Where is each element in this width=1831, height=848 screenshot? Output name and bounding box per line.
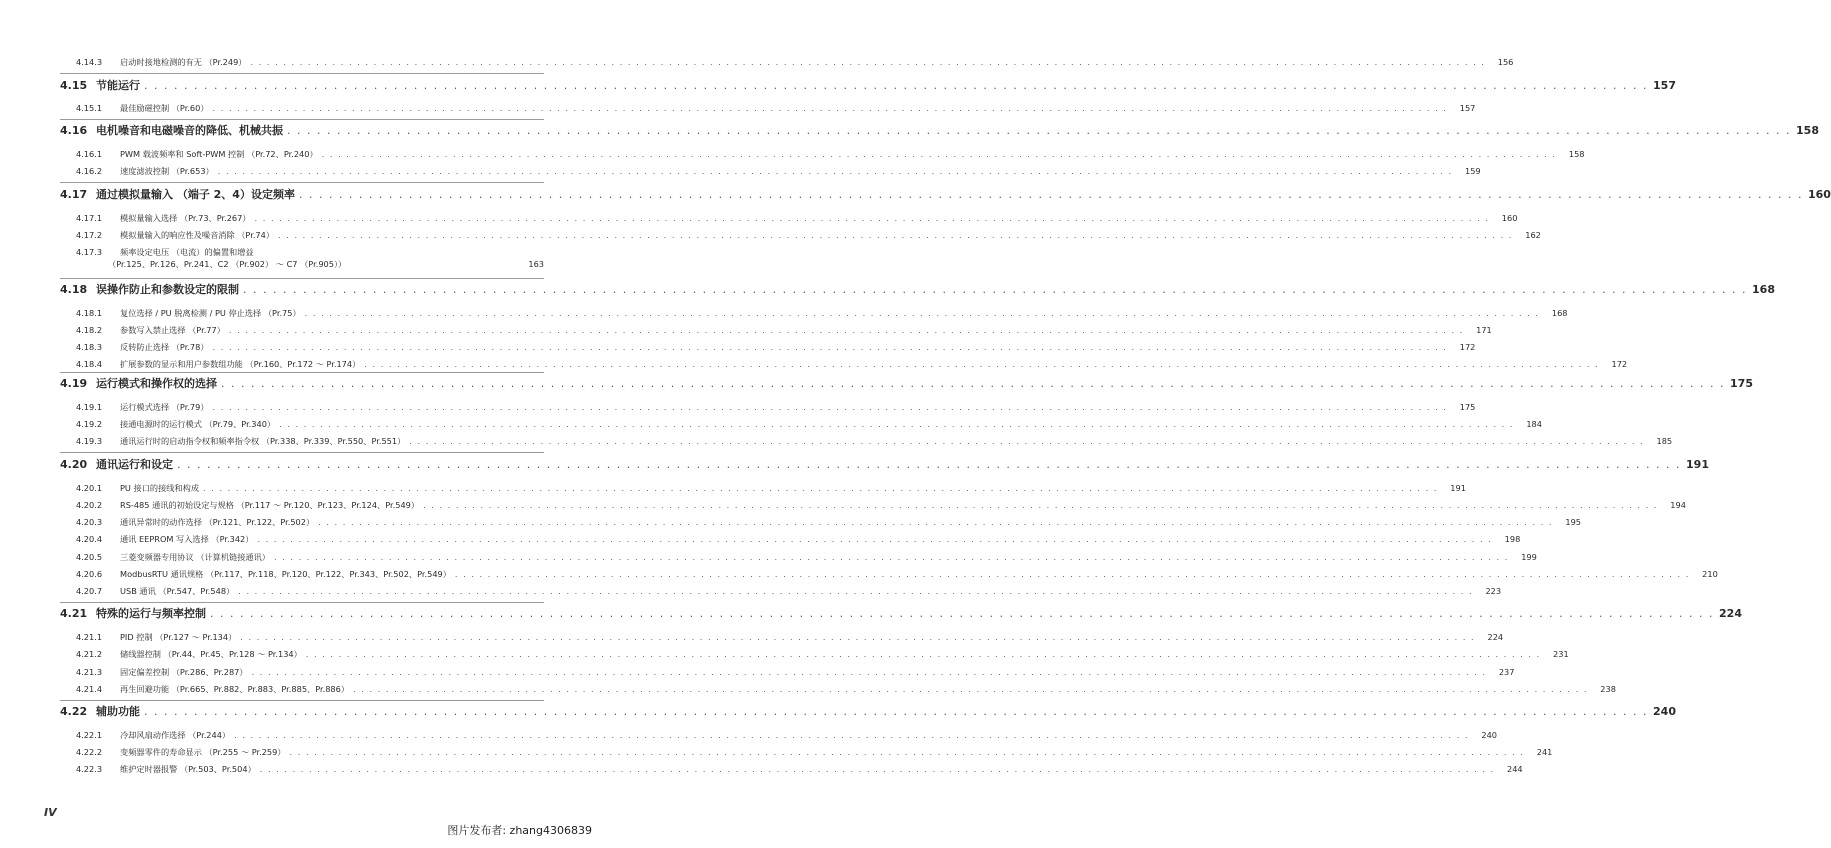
toc-page: 238 (1600, 684, 1616, 694)
toc-title: 通讯 EEPROM 写入选择 （Pr.342） (120, 534, 254, 544)
toc-number: 4.21.3 (76, 667, 103, 677)
toc-title: 启动时接地检测的有无 （Pr.249） (120, 57, 247, 67)
dot-leader (210, 605, 1714, 623)
toc-number: 4.18.2 (76, 325, 103, 335)
toc-page: 157 (1653, 79, 1676, 92)
toc-page: 240 (1481, 730, 1497, 740)
toc-page: 172 (1611, 359, 1628, 369)
toc-page: 163 (528, 259, 544, 269)
dot-leader (238, 584, 1473, 598)
toc-number: 4.22 (60, 705, 88, 718)
toc-entry-4-21-1 (60, 630, 1504, 644)
toc-title: USB 通讯 （Pr.547、Pr.548） (120, 586, 235, 596)
footer-page-number: IV (44, 806, 57, 819)
toc-page: 162 (1525, 230, 1541, 240)
section-divider (60, 372, 544, 373)
toc-page: 172 (1459, 342, 1476, 352)
dot-leader (213, 340, 1448, 354)
toc-number: 4.20.3 (76, 517, 103, 527)
section-divider (60, 278, 544, 279)
toc-entry-4-15-1 (60, 101, 1476, 115)
toc-number: 4.19.3 (76, 436, 103, 446)
toc-title: 参数写入禁止选择 （Pr.77） (120, 325, 225, 335)
toc-title: 储线器控制 （Pr.44、Pr.45、Pr.128 ～ Pr.134） (120, 649, 302, 659)
dot-leader (299, 186, 1803, 204)
toc-title: 模拟量输入选择 （Pr.73、Pr.267） (120, 213, 251, 223)
toc-section-4-21 (60, 605, 1742, 623)
toc-title: 通讯异常时的动作选择 （Pr.121、Pr.122、Pr.502） (120, 517, 315, 527)
toc-page: 168 (1752, 283, 1775, 296)
dot-leader (255, 211, 1490, 225)
toc-entry-4-17-2 (60, 228, 1541, 242)
dot-leader (234, 728, 1469, 742)
toc-number: 4.16.1 (76, 149, 103, 159)
toc-number: 4.21.4 (76, 684, 103, 694)
toc-page: 198 (1504, 534, 1521, 544)
toc-entry-4-16-1 (60, 147, 1585, 161)
toc-title: 再生回避功能 （Pr.665、Pr.882、Pr.883、Pr.885、Pr.886） (120, 684, 350, 694)
toc-page: 224 (1487, 632, 1504, 642)
toc-title: PID 控制 （Pr.127 ～ Pr.134） (120, 632, 237, 642)
toc-number: 4.16.2 (76, 166, 103, 176)
dot-leader (144, 703, 1648, 721)
toc-number: 4.17.2 (76, 230, 103, 240)
toc-title: 扩展参数的显示和用户参数组功能 （Pr.160、Pr.172 ～ Pr.174） (120, 359, 361, 369)
toc-entry-continuation: （Pr.125、Pr.126、Pr.241、C2 （Pr.902） ～ C7 （Pr.905）） (108, 259, 347, 269)
toc-number: 4.14.3 (76, 57, 103, 67)
toc-number: 4.20.5 (76, 552, 103, 562)
toc-title: ModbusRTU 通讯规格 （Pr.117、Pr.118、Pr.120、Pr.122、Pr.343、Pr.502、Pr.549） (120, 569, 451, 579)
toc-number: 4.21.2 (76, 649, 103, 659)
toc-title: 反转防止选择 （Pr.78） (120, 342, 209, 352)
toc-title: 运行模式和操作权的选择 (96, 377, 217, 390)
toc-title: 速度滤波控制 （Pr.653） (120, 166, 214, 176)
toc-number: 4.17.3 (76, 247, 103, 257)
toc-entry-4-20-2 (60, 498, 1686, 512)
toc-title: 三菱变频器专用协议 （计算机链接通讯） (120, 552, 270, 562)
toc-entry-4-22-2 (60, 745, 1553, 759)
toc-page: 223 (1485, 586, 1502, 596)
dot-leader (306, 647, 1541, 661)
toc-number: 4.19 (60, 377, 88, 390)
toc-title: 通过模拟量输入 （端子 2、4）设定频率 (96, 188, 295, 201)
dot-leader (257, 532, 1492, 546)
dot-leader (455, 567, 1690, 581)
toc-number: 4.19.2 (76, 419, 103, 429)
toc-title: 通讯运行时的启动指令权和频率指令权 （Pr.338、Pr.339、Pr.550、Pr.551） (120, 436, 406, 446)
toc-page: 237 (1498, 667, 1515, 677)
toc-entry-4-18-1 (60, 306, 1568, 320)
toc-title: 辅助功能 (96, 705, 140, 718)
toc-page: 244 (1507, 764, 1523, 774)
toc-number: 4.22.1 (76, 730, 103, 740)
toc-page: 191 (1450, 483, 1466, 493)
section-divider (60, 182, 544, 183)
toc-entry-4-19-3 (60, 434, 1673, 448)
toc-page: 199 (1521, 552, 1537, 562)
toc-title: 变频器零件的寿命显示 （Pr.255 ～ Pr.259） (120, 747, 286, 757)
toc-section-4-16 (60, 122, 1819, 140)
dot-leader (218, 164, 1453, 178)
toc-page: 195 (1565, 517, 1582, 527)
toc-page: 184 (1526, 419, 1542, 429)
dot-leader (260, 762, 1495, 776)
toc-entry-4-17-1 (60, 211, 1518, 225)
toc-number: 4.22.3 (76, 764, 103, 774)
toc-title: 运行模式选择 （Pr.79） (120, 402, 209, 412)
toc-number: 4.18.1 (76, 308, 103, 318)
toc-number: 4.18 (60, 283, 88, 296)
toc-number: 4.20.2 (76, 500, 103, 510)
toc-entry-4-19-1 (60, 400, 1476, 414)
toc-page: 175 (1730, 377, 1753, 390)
toc-entry-4-22-3 (60, 762, 1523, 776)
section-divider (60, 119, 544, 120)
toc-number: 4.20.1 (76, 483, 103, 493)
toc-entry-4-20-6 (60, 567, 1718, 581)
dot-leader (287, 122, 1791, 140)
toc-entry-4-21-2 (60, 647, 1569, 661)
toc-entry-4-18-4 (60, 357, 1628, 371)
dot-leader (409, 434, 1644, 448)
toc-entry-4-19-2 (60, 417, 1542, 431)
toc-page: 175 (1459, 402, 1476, 412)
toc-title: 固定偏差控制 （Pr.286、Pr.287） (120, 667, 248, 677)
toc-section-4-15 (60, 77, 1676, 95)
toc-number: 4.22.2 (76, 747, 103, 757)
dot-leader (213, 101, 1448, 115)
toc-number: 4.20.7 (76, 586, 103, 596)
toc-entry-4-21-4 (60, 682, 1616, 696)
toc-number: 4.15 (60, 79, 88, 92)
section-divider (60, 700, 544, 701)
toc-entry-4-21-3 (60, 665, 1515, 679)
toc-number: 4.15.1 (76, 103, 103, 113)
dot-leader (240, 630, 1475, 644)
dot-leader (213, 400, 1448, 414)
toc-title: RS-485 通讯的初始设定与规格 （Pr.117 ～ Pr.120、Pr.123、Pr.124、Pr.549） (120, 500, 420, 510)
toc-number: 4.21.1 (76, 632, 103, 642)
toc-number: 4.20.6 (76, 569, 103, 579)
toc-entry-4-20-3 (60, 515, 1582, 529)
publisher-watermark: 图片发布者: zhang4306839 (447, 824, 592, 837)
toc-page: 158 (1568, 149, 1585, 159)
toc-title: 冷却风扇动作选择 （Pr.244） (120, 730, 231, 740)
toc-page: 240 (1653, 705, 1676, 718)
dot-leader (423, 498, 1658, 512)
toc-entry-4-20-1 (60, 481, 1466, 495)
toc-entry-4-20-4 (60, 532, 1521, 546)
toc-title: 最佳励磁控制 （Pr.60） (120, 103, 209, 113)
toc-number: 4.18.3 (76, 342, 103, 352)
toc-entry-4-20-7 (60, 584, 1502, 598)
toc-page: 159 (1464, 166, 1481, 176)
section-divider (60, 602, 544, 603)
toc-entry-4-22-1 (60, 728, 1497, 742)
toc-title: 误操作防止和参数设定的限制 (96, 283, 239, 296)
toc-title: 接通电源时的运行模式 （Pr.79、Pr.340） (120, 419, 276, 429)
toc-entry-4-14-3 (60, 55, 1514, 69)
toc-title: 复位选择 / PU 脱离检测 / PU 停止选择 （Pr.75） (120, 308, 301, 318)
toc-title: 维护定时器报警 （Pr.503、Pr.504） (120, 764, 256, 774)
toc-number: 4.19.1 (76, 402, 103, 412)
toc-page: 191 (1686, 458, 1709, 471)
toc-entry-4-16-2 (60, 164, 1481, 178)
dot-leader (243, 281, 1747, 299)
toc-page: 194 (1670, 500, 1686, 510)
dot-leader (305, 306, 1540, 320)
toc-entry-4-20-5 (60, 550, 1537, 564)
toc-page: 210 (1702, 569, 1718, 579)
dot-leader (353, 682, 1588, 696)
dot-leader (322, 147, 1557, 161)
toc-entry-4-18-2 (60, 323, 1492, 337)
toc-section-4-17 (60, 186, 1831, 204)
toc-section-4-22 (60, 703, 1676, 721)
toc-section-4-20 (60, 456, 1709, 474)
dot-leader (274, 550, 1509, 564)
toc-page: 156 (1497, 57, 1514, 67)
toc-page: 224 (1719, 607, 1742, 620)
dot-leader (203, 481, 1438, 495)
toc-title: 特殊的运行与频率控制 (96, 607, 206, 620)
toc-section-4-19 (60, 375, 1753, 393)
toc-page: 171 (1476, 325, 1492, 335)
toc-title: 模拟量输入的响应性及噪音消除 （Pr.74） (120, 230, 275, 240)
toc-number: 4.20.4 (76, 534, 103, 544)
toc-page: 157 (1459, 103, 1476, 113)
toc-page: 160 (1501, 213, 1518, 223)
toc-number: 4.17 (60, 188, 88, 201)
toc-title: 节能运行 (96, 79, 140, 92)
dot-leader (251, 55, 1486, 69)
toc-number: 4.17.1 (76, 213, 103, 223)
dot-leader (144, 77, 1648, 95)
toc-page: 158 (1796, 124, 1819, 137)
toc-title: 电机噪音和电磁噪音的降低、机械共振 (96, 124, 283, 137)
dot-leader (364, 357, 1599, 371)
dot-leader (290, 745, 1525, 759)
toc-page: 185 (1656, 436, 1673, 446)
dot-leader (229, 323, 1464, 337)
toc-title: 频率设定电压 （电流）的偏置和增益 (120, 247, 254, 257)
toc-number: 4.18.4 (76, 359, 103, 369)
toc-title: PWM 载波频率和 Soft-PWM 控制 （Pr.72、Pr.240） (120, 149, 318, 159)
toc-number: 4.21 (60, 607, 88, 620)
toc-number: 4.16 (60, 124, 88, 137)
toc-title: PU 接口的接线和构成 (120, 483, 200, 493)
section-divider (60, 452, 544, 453)
dot-leader (252, 665, 1487, 679)
toc-title: 通讯运行和设定 (96, 458, 173, 471)
toc-section-4-18 (60, 281, 1775, 299)
toc-page: 160 (1807, 188, 1831, 201)
toc-page: 231 (1553, 649, 1569, 659)
toc-entry-4-17-3 (60, 245, 544, 259)
toc-number: 4.20 (60, 458, 88, 471)
toc-page: 168 (1551, 308, 1568, 318)
dot-leader (278, 228, 1513, 242)
toc-entry-4-18-3 (60, 340, 1476, 354)
dot-leader (279, 417, 1514, 431)
section-divider (60, 73, 544, 74)
dot-leader (318, 515, 1553, 529)
dot-leader (177, 456, 1681, 474)
toc-page: 241 (1536, 747, 1553, 757)
dot-leader (221, 375, 1725, 393)
